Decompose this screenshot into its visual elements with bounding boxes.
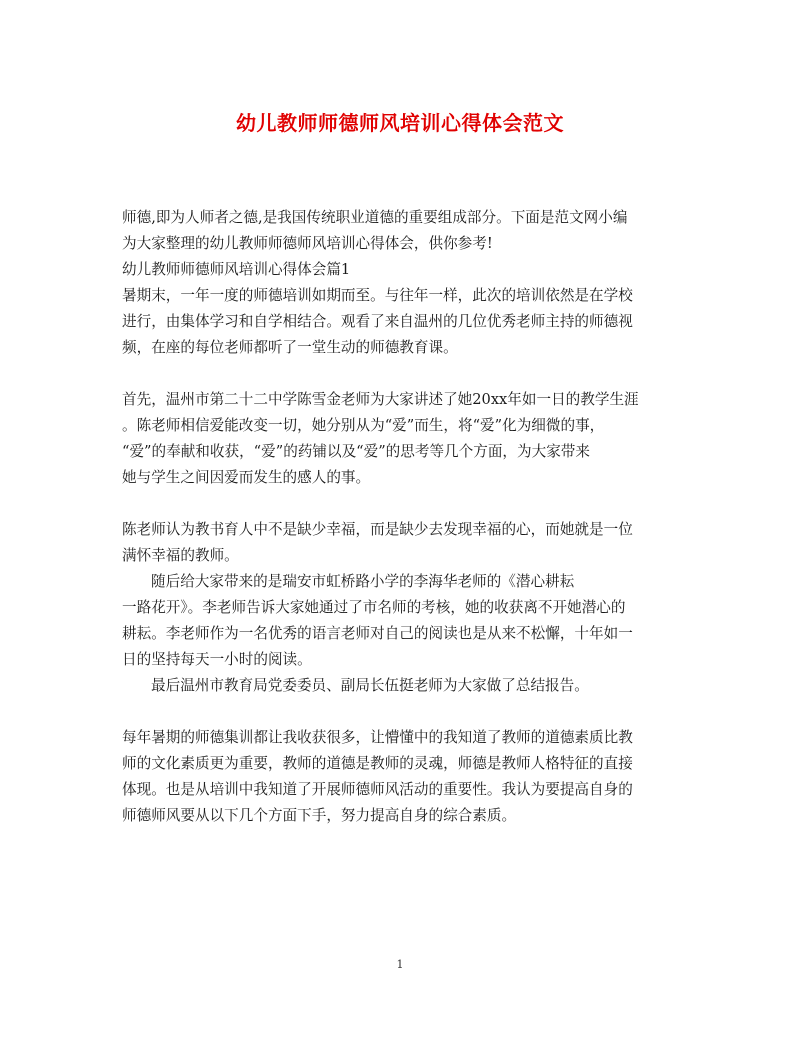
text-line: 为大家整理的幼儿教师师德师风培训心得体会，供你参考!: [122, 235, 493, 252]
text-line: 满怀幸福的教师。: [122, 547, 239, 564]
text-line: “爱”的奉献和收获，“爱”的药铺以及“爱”的思考等几个方面，为大家带来: [122, 443, 590, 460]
paragraph: [122, 673, 678, 699]
text-line: 随后给大家带来的是瑞安市虹桥路小学的李海华老师的《潜心耕耘: [151, 573, 575, 590]
text-line: 师德,即为人师者之德,是我国传统职业道德的重要组成部分。下面是范文网小编: [122, 209, 628, 226]
text-line: 。陈老师相信爱能改变一切，她分别从为“爱”而生，将“爱”化为细微的事，: [122, 417, 605, 434]
text-line: 每年暑期的师德集训都让我收获很多，让懵懂中的我知道了教师的道德素质比教: [122, 729, 633, 746]
paragraph-intro: [122, 205, 678, 257]
document-title: 幼儿教师师德师风培训心得体会范文: [236, 111, 564, 135]
text-line: 首先，温州市第二十二中学陈雪金老师为大家讲述了她20xx年如一日的教学生涯: [122, 391, 639, 408]
text-line: 频，在座的每位老师都听了一堂生动的师德教育课。: [122, 339, 458, 356]
paragraph: [122, 569, 678, 673]
paragraph: [122, 387, 678, 491]
document-body: [122, 205, 678, 829]
text-line: 幼儿教师师德师风培训心得体会篇1: [122, 261, 351, 278]
section-heading: [122, 257, 678, 283]
text-line: 她与学生之间因爱而发生的感人的事。: [122, 469, 371, 486]
text-line: 师德师风要从以下几个方面下手，努力提高自身的综合素质。: [122, 807, 517, 824]
page-number: 1: [396, 958, 404, 971]
text-line: 日的坚持每天一小时的阅读。: [122, 651, 312, 668]
text-line: 师的文化素质更为重要，教师的道德是教师的灵魂，师德是教师人格特征的直接: [122, 755, 633, 772]
text-line: 进行，由集体学习和自学相结合。观看了来自温州的几位优秀老师主持的师德视: [122, 313, 633, 330]
text-line: 体现。也是从培训中我知道了开展师德师风活动的重要性。我认为要提高自身的: [122, 781, 633, 798]
paragraph: [122, 725, 678, 829]
paragraph: [122, 517, 678, 569]
text-line: 最后温州市教育局党委委员、副局长伍挺老师为大家做了总结报告。: [151, 677, 589, 694]
paragraph: [122, 283, 678, 361]
text-line: 陈老师认为教书育人中不是缺少幸福，而是缺少去发现幸福的心，而她就是一位: [122, 521, 633, 538]
text-line: 暑期末，一年一度的师德培训如期而至。与往年一样，此次的培训依然是在学校: [122, 287, 633, 304]
text-line: 耕耘。李老师作为一名优秀的语言老师对自己的阅读也是从来不松懈，十年如一: [122, 625, 633, 642]
text-line: 一路花开》。李老师告诉大家她通过了市名师的考核，她的收获离不开她潜心的: [122, 599, 626, 616]
